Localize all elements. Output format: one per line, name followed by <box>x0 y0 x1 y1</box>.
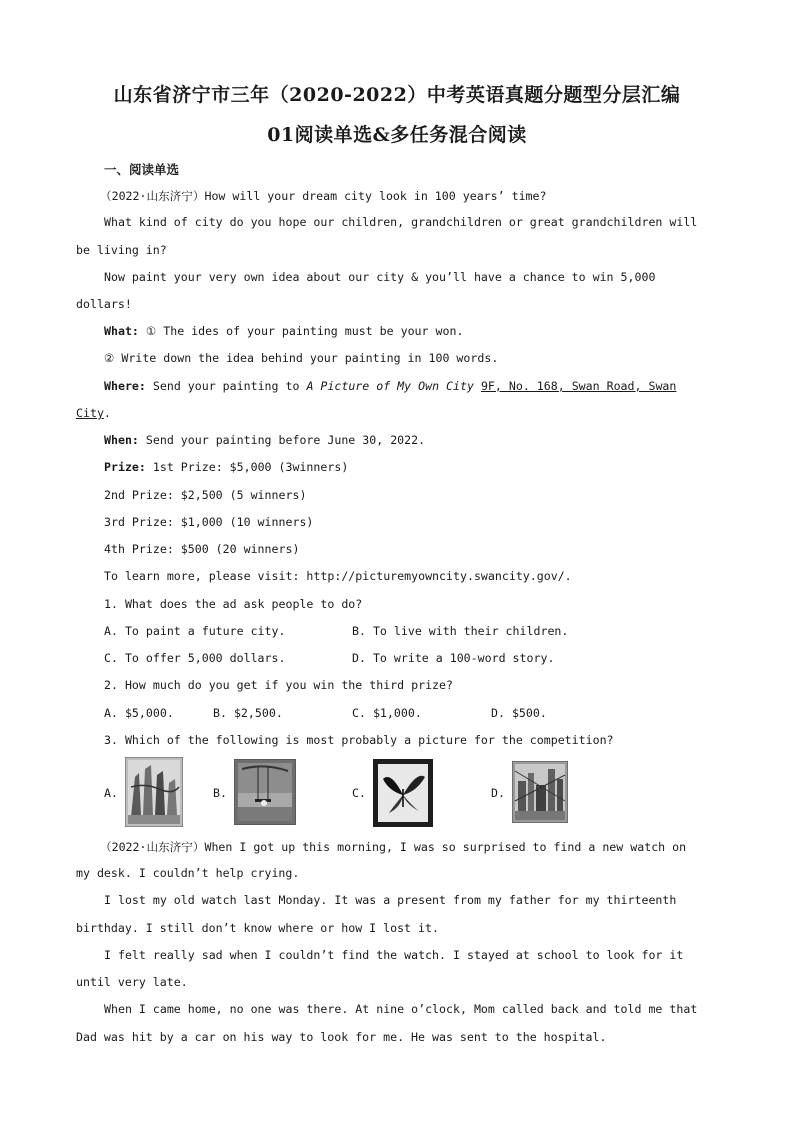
text-line: What kind of city do you hope our children, grandchildren or great grandchildren will <box>104 215 698 229</box>
question-2: 2. How much do you get if you win the third prize? <box>104 678 454 692</box>
q2-option-c: C. $1,000. <box>352 706 422 720</box>
q3-option-a-label: A. <box>104 786 118 800</box>
source-tag: （2022·山东济宁） <box>100 840 205 854</box>
q3-option-b-label: B. <box>213 786 227 800</box>
text-line: I felt really sad when I couldn’t find the watch. I stayed at school to look for it <box>104 948 684 962</box>
q1-option-b: B. To live with their children. <box>352 624 569 638</box>
q2-option-a: A. $5,000. <box>104 706 174 720</box>
text-line: my desk. I couldn’t help crying. <box>76 866 300 880</box>
q1-option-d: D. To write a 100-word story. <box>352 651 555 665</box>
q1-option-c: C. To offer 5,000 dollars. <box>104 651 286 665</box>
text-line: When I came home, no one was there. At nine o’clock, Mom called back and told me that <box>104 1002 698 1016</box>
text-line: I lost my old watch last Monday. It was a present from my father for my thirteenth <box>104 893 677 907</box>
prize-line: Prize: 1st Prize: $5,000 (3winners) <box>104 460 349 474</box>
where-line-cont: City. <box>76 406 111 420</box>
q3-option-b-picture <box>234 759 296 825</box>
text-line: Dad was hit by a car on his way to look for me. He was sent to the hospital. <box>76 1030 607 1044</box>
text-line: ② Write down the idea behind your painting in 100 words. <box>104 351 499 365</box>
q2-option-d: D. $500. <box>491 706 547 720</box>
question-1: 1. What does the ad ask people to do? <box>104 597 363 611</box>
q3-option-d-picture <box>512 761 568 823</box>
where-line: Where: Send your painting to A Picture of My Own City 9F, No. 168, Swan Road, Swan <box>104 379 677 393</box>
learn-more-line: To learn more, please visit: http://picturemyowncity.swancity.gov/. <box>104 569 572 583</box>
source-tag: （2022·山东济宁） <box>100 189 205 203</box>
question-3: 3. Which of the following is most probably a picture for the competition? <box>104 733 614 747</box>
text-line: until very late. <box>76 975 188 989</box>
q2-option-b: B. $2,500. <box>213 706 283 720</box>
q3-option-d-label: D. <box>491 786 505 800</box>
text-line: dollars! <box>76 297 132 311</box>
text-line: 4th Prize: $500 (20 winners) <box>104 542 300 556</box>
text-line: birthday. I still don’t know where or how I lost it. <box>76 921 439 935</box>
when-line: When: Send your painting before June 30, 2022. <box>104 433 426 447</box>
passage2-first-line: （2022·山东济宁）When I got up this morning, I was so surprised to find a new watch on <box>100 840 687 854</box>
text-line: Now paint your very own idea about our city & you’ll have a chance to win 5,000 <box>104 270 656 284</box>
what-line: What: ① The ides of your painting must be your won. <box>104 324 464 338</box>
passage1-first-line: （2022·山东济宁）How will your dream city look in 100 years’ time? <box>100 189 547 203</box>
document-subtitle: 01阅读单选&多任务混合阅读 <box>267 124 527 146</box>
text-line: 2nd Prize: $2,500 (5 winners) <box>104 488 307 502</box>
q3-option-a-picture <box>125 757 183 827</box>
document-title: 山东省济宁市三年（2020-2022）中考英语真题分题型分层汇编 <box>113 84 681 106</box>
text-line: 3rd Prize: $1,000 (10 winners) <box>104 515 314 529</box>
section-heading: 一、阅读单选 <box>104 162 180 177</box>
q3-option-c-picture <box>373 759 433 827</box>
text-line: be living in? <box>76 243 167 257</box>
q3-option-c-label: C. <box>352 786 366 800</box>
q1-option-a: A. To paint a future city. <box>104 624 286 638</box>
